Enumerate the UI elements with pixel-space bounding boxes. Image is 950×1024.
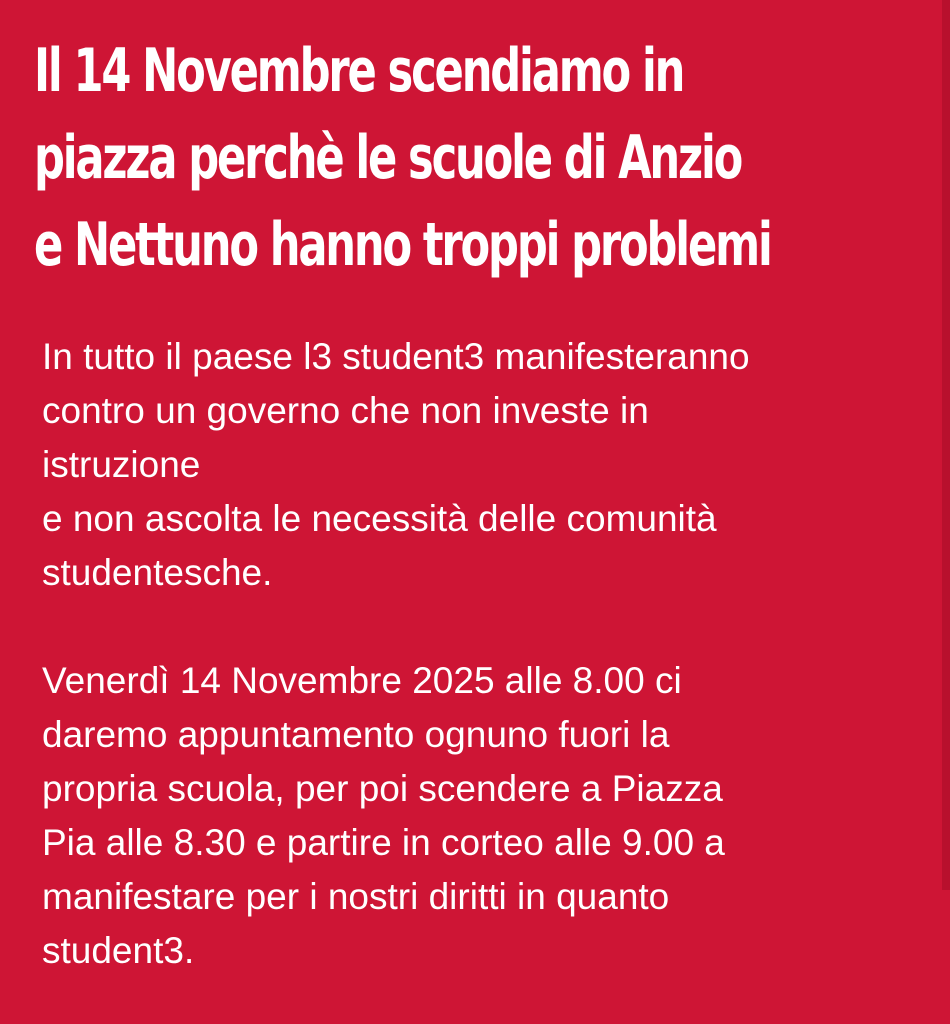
edge-strip-lower [942, 890, 950, 1024]
edge-strip [942, 0, 950, 890]
paragraph-2-line: Venerdì 14 Novembre 2025 alle 8.00 ci [42, 660, 682, 701]
paragraph-gap [42, 600, 932, 654]
headline-line: e Nettuno hanno troppi problemi [34, 210, 771, 280]
paragraph-2-line: propria scuola, per poi scendere a Piazza [42, 768, 723, 809]
paragraph-2-line: daremo appuntamento ognuno fuori la [42, 714, 670, 755]
paragraph-1-line: contro un governo che non investe in [42, 390, 649, 431]
paragraph-1-line: studentesche. [42, 552, 273, 593]
paragraph-2-line: manifestare per i nostri diritti in quanto [42, 876, 670, 917]
headline [34, 28, 920, 289]
paragraph-1-line: In tutto il paese l3 student3 manifesteranno [42, 336, 750, 377]
headline-line: piazza perchè le scuole di Anzio [34, 123, 742, 193]
paragraph-2-line: Pia alle 8.30 e partire in corteo alle 9.00 a [42, 822, 725, 863]
paragraph-1-line: e non ascolta le necessità delle comunità [42, 498, 717, 539]
headline-line: Il 14 Novembre scendiamo in [34, 36, 684, 106]
paragraph-2-line: student3. [42, 930, 195, 971]
paragraph-1-line: istruzione [42, 444, 201, 485]
body-text [42, 330, 932, 978]
